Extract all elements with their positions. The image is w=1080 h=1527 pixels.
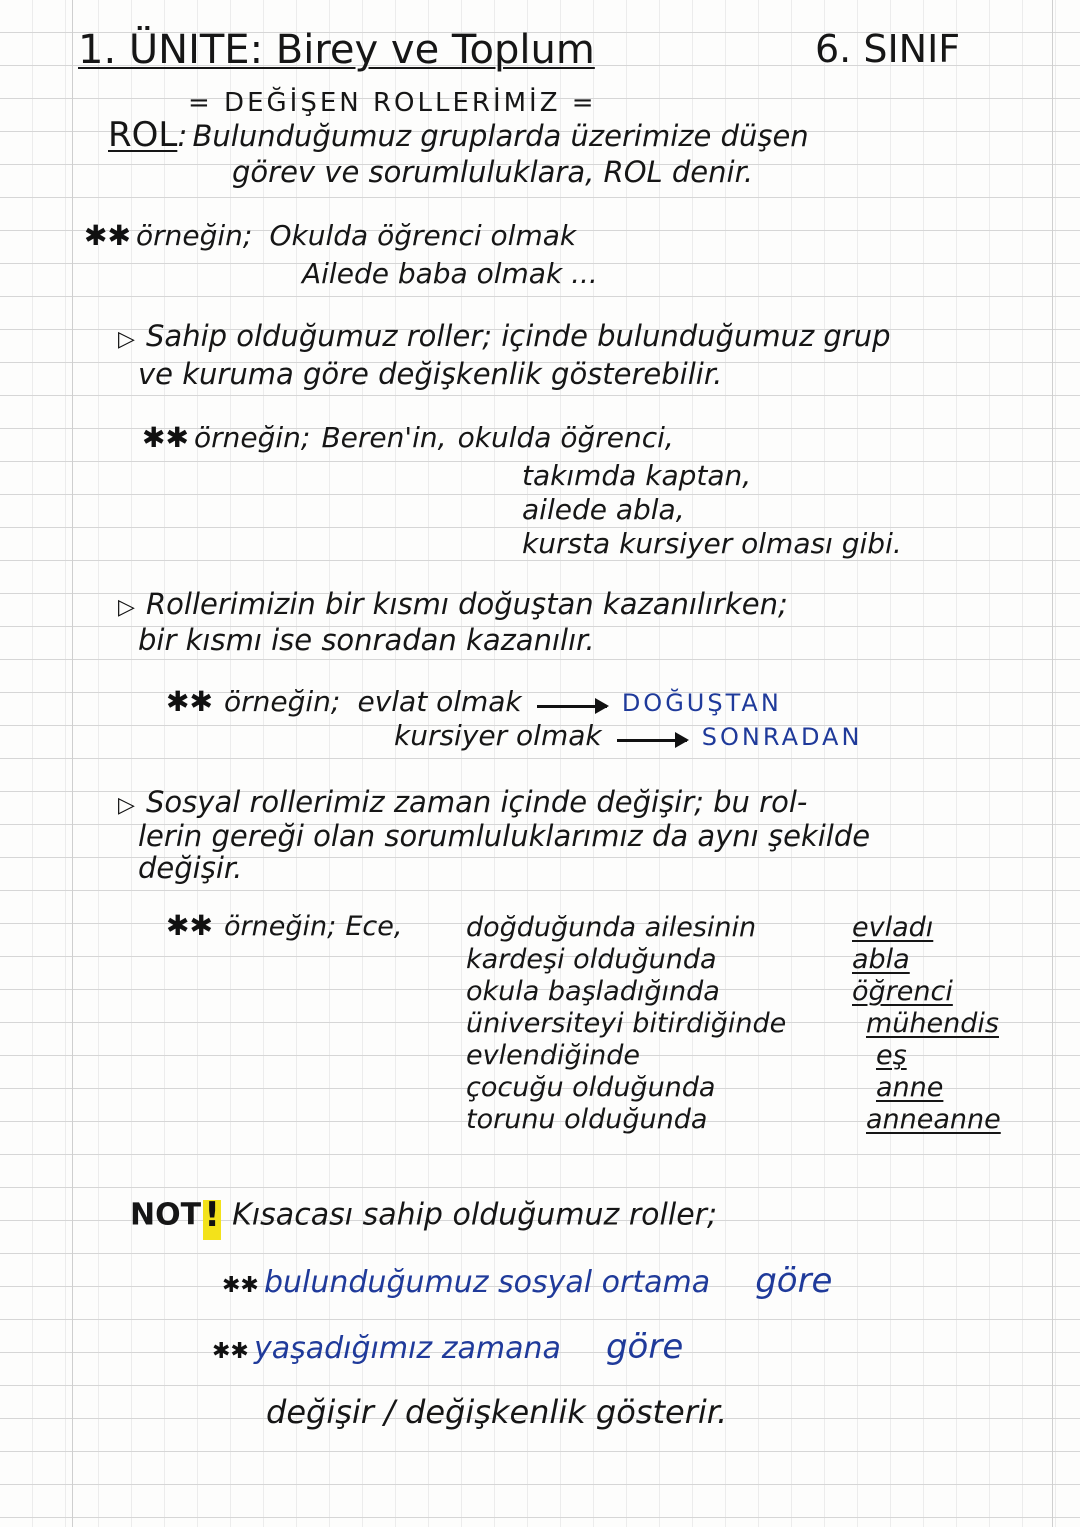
note-item-1-a: bulunduğumuz sosyal ortama <box>263 1265 711 1300</box>
right-arrow-icon <box>537 705 607 708</box>
example-2-item: okulda öğrenci, <box>457 421 674 454</box>
point-1-line-1: Sahip olduğumuz roller; içinde bulunduğumuz grup <box>146 319 891 353</box>
point-2 <box>118 587 788 621</box>
example-1-line-2: Ailede baba olmak ... <box>302 257 598 290</box>
example-label: örneğin; <box>194 421 311 454</box>
right-arrow-icon <box>617 739 687 742</box>
example-4-when: üniversiteyi bitirdiğinde <box>466 1008 787 1039</box>
note-item-2-b: göre <box>605 1327 684 1367</box>
point-3-line-3: değişir. <box>138 851 243 885</box>
example-4-role: anne <box>876 1072 944 1103</box>
example-3-text-2: kursiyer olmak <box>394 719 602 752</box>
note-item-2-a: yaşadığımız zamana <box>253 1331 561 1366</box>
triangle-bullet-icon: ▷ <box>118 793 135 818</box>
grade-label: 6. SINIF <box>815 27 961 71</box>
example-4-role: öğrenci <box>852 976 953 1007</box>
example-4-when: kardeşi olduğunda <box>466 944 717 975</box>
example-2 <box>142 421 674 454</box>
example-3-row-1 <box>166 685 782 718</box>
triangle-bullet-icon: ▷ <box>118 327 135 352</box>
right-margin-line <box>1052 0 1053 1527</box>
example-1 <box>84 219 577 252</box>
asterisk-cluster-icon: ✱✱ <box>166 909 213 942</box>
example-2-prefix: Beren'in, <box>321 421 447 454</box>
example-3-row-2 <box>394 719 863 752</box>
asterisk-cluster-icon: ✱✱ <box>166 685 213 718</box>
example-label: örneğin; <box>136 219 253 252</box>
example-label: örneğin; <box>224 685 341 718</box>
example-3-result-2: SONRADAN <box>701 723 863 751</box>
point-3-line-1: Sosyal rollerimiz zaman içinde değişir; bu rol- <box>146 785 808 819</box>
point-3-line-2: lerin gereği olan sorumluluklarımız da aynı şekilde <box>138 819 871 853</box>
note-text: Kısacası sahip olduğumuz roller; <box>232 1197 718 1233</box>
highlighted-exclamation-icon <box>203 1200 221 1240</box>
point-2-line-2: bir kısmı ise sonradan kazanılır. <box>138 623 595 657</box>
example-4-role: abla <box>852 944 910 975</box>
note-label: NOT <box>130 1197 202 1233</box>
example-4-when: okula başladığında <box>466 976 720 1007</box>
example-4-when: evlendiğinde <box>466 1040 640 1071</box>
example-2-item: ailede abla, <box>522 493 685 526</box>
asterisk-cluster-icon: ✱✱ <box>212 1339 249 1364</box>
left-margin-line <box>72 0 73 1527</box>
example-3-result-1: DOĞUŞTAN <box>621 689 782 717</box>
note-header <box>130 1197 718 1240</box>
example-4-prefix: Ece, <box>345 911 403 942</box>
example-4-when: çocuğu olduğunda <box>466 1072 716 1103</box>
note-item-2 <box>212 1327 684 1367</box>
definition-term: ROL <box>108 115 178 155</box>
example-4-role: mühendis <box>866 1008 999 1039</box>
example-3-text-1: evlat olmak <box>357 685 522 718</box>
example-4-when: doğduğunda ailesinin <box>466 912 757 943</box>
note-item-1-b: göre <box>755 1261 833 1301</box>
asterisk-cluster-icon: ✱✱ <box>222 1273 259 1298</box>
example-label: örneğin; <box>224 911 337 942</box>
asterisk-cluster-icon: ✱✱ <box>142 421 189 454</box>
definition-colon: : <box>177 119 188 154</box>
example-4-role: eş <box>876 1040 907 1071</box>
example-1-line-1: Okulda öğrenci olmak <box>269 219 577 252</box>
asterisk-cluster-icon: ✱✱ <box>84 219 131 252</box>
definition-line-2: görev ve sorumluluklara, ROL denir. <box>232 155 754 189</box>
example-4-role: evladı <box>852 912 934 943</box>
section-title: = DEĞİŞEN ROLLERİMİZ = <box>188 88 597 118</box>
definition-line-1: Bulunduğumuz gruplarda üzerimize düşen <box>192 119 809 153</box>
note-item-1 <box>222 1261 833 1301</box>
point-1 <box>118 319 891 353</box>
definition-block <box>108 115 809 155</box>
example-4-header <box>166 909 403 942</box>
point-3 <box>118 785 808 819</box>
example-2-item: takımda kaptan, <box>522 459 752 492</box>
example-4-when: torunu olduğunda <box>466 1104 708 1135</box>
unit-title: 1. ÜNITE: Birey ve Toplum <box>78 27 595 73</box>
triangle-bullet-icon: ▷ <box>118 595 135 620</box>
point-1-line-2: ve kuruma göre değişkenlik gösterebilir. <box>138 357 723 391</box>
example-4-role: anneanne <box>866 1104 1001 1135</box>
point-2-line-1: Rollerimizin bir kısmı doğuştan kazanılırken; <box>146 587 788 621</box>
note-closing: değişir / değişkenlik gösterir. <box>266 1393 728 1431</box>
example-2-item: kursta kursiyer olması gibi. <box>522 527 902 560</box>
